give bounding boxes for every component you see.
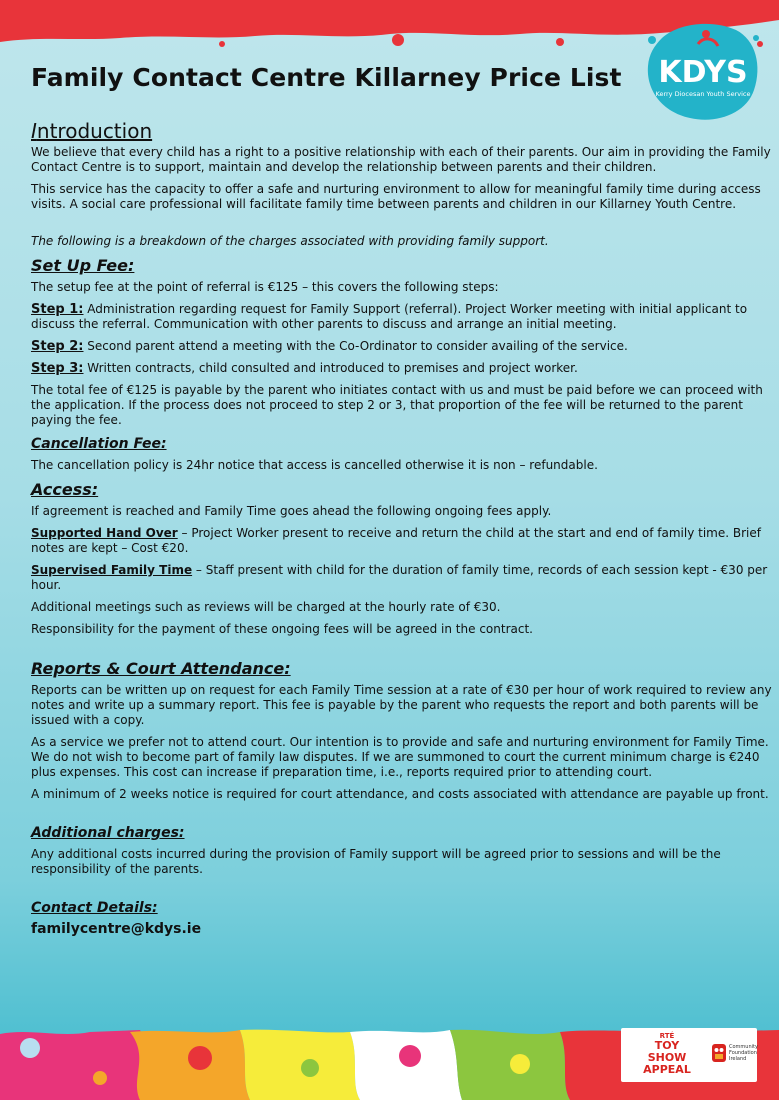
toy-show-appeal-text: RTÉ TOY SHOW APPEAL: [643, 1032, 691, 1076]
access-paragraph-1: If agreement is reached and Family Time goes ahead the following ongoing fees apply.: [31, 504, 552, 518]
setup-paragraph-2: The total fee of €125 is payable by the parent who initiates contact with us and must be paid before we can proceed with the application. If the process does not proceed to step 2 or 3, that proportion of the fee will be returned to the parent paying the fee.: [31, 383, 763, 427]
setup-fee-heading: Set Up Fee:: [31, 256, 135, 275]
access-paragraph-3: Responsibility for the payment of these ongoing fees will be agreed in the contract.: [31, 622, 533, 636]
community-foundation-text: Community Foundation Ireland: [729, 1044, 758, 1062]
reports-paragraph-3: A minimum of 2 weeks notice is required for court attendance, and costs associated with attendance are payable up front.: [31, 787, 769, 801]
intro-paragraph-1: We believe that every child has a right to a positive relationship with each of their parents. Our aim in providing the Family Contact Centre is to support, maintain and develop the relationship between parents and their children.: [31, 145, 771, 174]
reports-paragraph-1: Reports can be written up on request for each Family Time session at a rate of €30 per hour of work required to review any notes and write up a summary report. This fee is payable by the parent who requests the report and both parents will be issued with a copy.: [31, 683, 772, 727]
kdys-logo: [644, 20, 762, 124]
supervised-family-time: Supervised Family Time – Staff present with child for the duration of family time, records of each session kept - €30 per hour.: [31, 563, 768, 592]
kdys-logo-brand: KDYS: [658, 55, 748, 90]
setup-step-1: Step 1: Administration regarding request for Family Support (referral). Project Worker meeting with initial applicant to discuss the referral. Communication with other parents to discuss and arrange an initial meeting.: [31, 302, 748, 331]
access-paragraph-2: Additional meetings such as reviews will be charged at the hourly rate of €30.: [31, 600, 501, 614]
kdys-logo-tagline: Kerry Diocesan Youth Service: [655, 90, 751, 98]
setup-paragraph-1: The setup fee at the point of referral is €125 – this covers the following steps:: [31, 280, 499, 294]
supported-hand-over: Supported Hand Over – Project Worker present to receive and return the child at the start and end of family time. Brief notes are kept – Cost €20.: [31, 526, 761, 555]
intro-paragraph-3: The following is a breakdown of the charges associated with providing family support.: [31, 234, 549, 248]
reports-paragraph-2: As a service we prefer not to attend court. Our intention is to provide and safe and nurturing environment for Family Time. We do not wish to become part of family law disputes. If we are summoned to court the current minimum charge is €240 plus expenses. This cost can increase if preparation time, i.e., reports required prior to attending court.: [31, 735, 769, 779]
setup-step-3: Step 3: Written contracts, child consulted and introduced to premises and project worker.: [31, 361, 578, 376]
reports-heading: Reports & Court Attendance:: [31, 659, 291, 678]
additional-paragraph: Any additional costs incurred during the provision of Family support will be agreed prior to sessions and will be the responsibility of the parents.: [31, 847, 721, 876]
setup-step-2: Step 2: Second parent attend a meeting with the Co-Ordinator to consider availing of the service.: [31, 339, 628, 354]
contact-email[interactable]: familycentre@kdys.ie: [31, 921, 202, 937]
owl-crest-icon: [711, 1042, 727, 1064]
intro-paragraph-2: This service has the capacity to offer a safe and nurturing environment to allow for meaningful family time during access visits. A social care professional will facilitate family time between parents and children in our Killarney Youth Centre.: [31, 182, 761, 211]
document-body: [31, 119, 775, 944]
introduction-heading: Introduction: [31, 119, 153, 143]
cancellation-fee-heading: Cancellation Fee:: [31, 436, 167, 452]
access-heading: Access:: [31, 480, 99, 499]
toy-show-appeal-badge: [621, 1028, 757, 1082]
additional-charges-heading: Additional charges:: [31, 825, 185, 841]
contact-details-heading: Contact Details:: [31, 900, 158, 916]
page-title: Family Contact Centre Killarney Price List: [31, 63, 622, 92]
cancellation-paragraph: The cancellation policy is 24hr notice that access is cancelled otherwise it is non – refundable.: [31, 458, 598, 472]
